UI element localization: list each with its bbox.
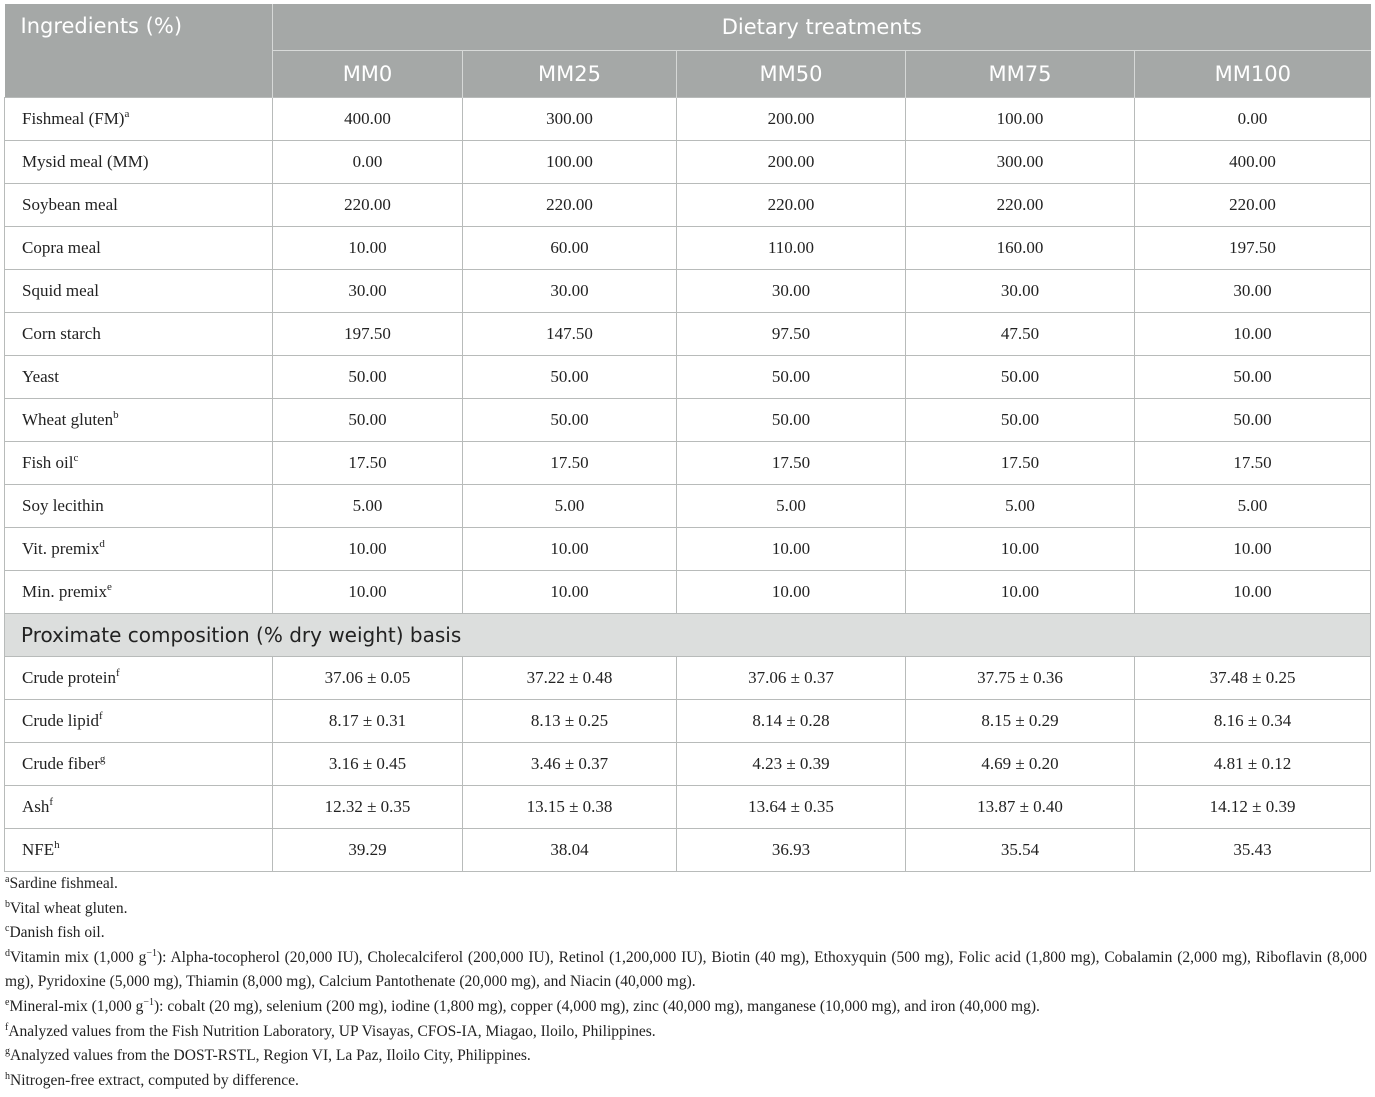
table-cell: 30.00 <box>463 270 677 313</box>
table-cell: 13.87 ± 0.40 <box>906 786 1135 829</box>
table-cell: 10.00 <box>273 571 463 614</box>
table-cell: 13.15 ± 0.38 <box>463 786 677 829</box>
table-cell: 8.16 ± 0.34 <box>1135 700 1371 743</box>
row-label: Fish oil$^c$ <box>5 442 273 485</box>
header-mm100: MM100 <box>1135 51 1371 98</box>
row-label: Soy lecithin <box>5 485 273 528</box>
table-cell: 60.00 <box>463 227 677 270</box>
row-label: Corn starch <box>5 313 273 356</box>
row-label: Fishmeal (FM)$^a$ <box>5 98 273 141</box>
table-cell: 147.50 <box>463 313 677 356</box>
row-label: Crude fiber$^g$ <box>5 743 273 786</box>
table-cell: 30.00 <box>273 270 463 313</box>
table-cell: 5.00 <box>273 485 463 528</box>
table-cell: 8.13 ± 0.25 <box>463 700 677 743</box>
table-cell: 17.50 <box>677 442 906 485</box>
table-cell: 50.00 <box>273 399 463 442</box>
table-cell: 10.00 <box>1135 571 1371 614</box>
table-cell: 50.00 <box>1135 356 1371 399</box>
table-cell: 17.50 <box>463 442 677 485</box>
header-mm75: MM75 <box>906 51 1135 98</box>
table-cell: 4.81 ± 0.12 <box>1135 743 1371 786</box>
table-cell: 50.00 <box>906 356 1135 399</box>
table-cell: 37.75 ± 0.36 <box>906 657 1135 700</box>
table-cell: 30.00 <box>677 270 906 313</box>
table-cell: 0.00 <box>1135 98 1371 141</box>
row-label: Crude protein$^f$ <box>5 657 273 700</box>
table-cell: 300.00 <box>463 98 677 141</box>
row-label: NFE$^h$ <box>5 829 273 872</box>
table-cell: 200.00 <box>677 98 906 141</box>
table-cell: 35.54 <box>906 829 1135 872</box>
header-ingredients: Ingredients (%) <box>5 4 273 98</box>
table-cell: 10.00 <box>906 571 1135 614</box>
table-cell: 8.17 ± 0.31 <box>273 700 463 743</box>
table-cell: 17.50 <box>1135 442 1371 485</box>
row-label: Crude lipid$^f$ <box>5 700 273 743</box>
table-cell: 17.50 <box>273 442 463 485</box>
table-cell: 10.00 <box>906 528 1135 571</box>
table-cell: 17.50 <box>906 442 1135 485</box>
table-cell: 197.50 <box>273 313 463 356</box>
table-cell: 4.23 ± 0.39 <box>677 743 906 786</box>
table-cell: 0.00 <box>273 141 463 184</box>
table-cell: 400.00 <box>1135 141 1371 184</box>
table-cell: 5.00 <box>677 485 906 528</box>
table-cell: 160.00 <box>906 227 1135 270</box>
table-cell: 300.00 <box>906 141 1135 184</box>
table-cell: 4.69 ± 0.20 <box>906 743 1135 786</box>
diet-table-container <box>4 4 1370 872</box>
table-cell: 5.00 <box>1135 485 1371 528</box>
table-row <box>5 485 1371 528</box>
table-row <box>5 313 1371 356</box>
row-label: Copra meal <box>5 227 273 270</box>
table-row <box>5 786 1371 829</box>
row-label: Wheat gluten$^b$ <box>5 399 273 442</box>
table-cell: 37.06 ± 0.37 <box>677 657 906 700</box>
table-cell: 220.00 <box>906 184 1135 227</box>
table-cell: 47.50 <box>906 313 1135 356</box>
header-mm50: MM50 <box>677 51 906 98</box>
footnote: $^h$Nitrogen-free extract, computed by difference. <box>5 1070 299 1089</box>
table-row <box>5 184 1371 227</box>
table-row <box>5 227 1371 270</box>
table-cell: 10.00 <box>1135 313 1371 356</box>
footnote: $^a$Sardine fishmeal. <box>5 874 118 892</box>
table-cell: 37.22 ± 0.48 <box>463 657 677 700</box>
table-cell: 50.00 <box>463 399 677 442</box>
table-row <box>5 571 1371 614</box>
table-cell: 220.00 <box>677 184 906 227</box>
table-cell: 12.32 ± 0.35 <box>273 786 463 829</box>
diet-composition-table <box>4 4 1371 872</box>
row-label: Vit. premix$^d$ <box>5 528 273 571</box>
table-cell: 97.50 <box>677 313 906 356</box>
table-footnotes <box>5 872 1367 1093</box>
table-cell: 50.00 <box>1135 399 1371 442</box>
header-mm0: MM0 <box>273 51 463 98</box>
table-cell: 8.15 ± 0.29 <box>906 700 1135 743</box>
table-cell: 14.12 ± 0.39 <box>1135 786 1371 829</box>
table-cell: 10.00 <box>273 227 463 270</box>
table-row <box>5 442 1371 485</box>
table-cell: 220.00 <box>1135 184 1371 227</box>
row-label: Yeast <box>5 356 273 399</box>
row-label: Mysid meal (MM) <box>5 141 273 184</box>
table-cell: 10.00 <box>677 571 906 614</box>
table-cell: 50.00 <box>273 356 463 399</box>
table-row <box>5 270 1371 313</box>
table-cell: 200.00 <box>677 141 906 184</box>
table-row <box>5 356 1371 399</box>
row-label: Soybean meal <box>5 184 273 227</box>
table-cell: 100.00 <box>463 141 677 184</box>
table-cell: 36.93 <box>677 829 906 872</box>
table-cell: 3.16 ± 0.45 <box>273 743 463 786</box>
header-dietary-treatments: Dietary treatments <box>273 4 1371 51</box>
table-cell: 110.00 <box>677 227 906 270</box>
table-cell: 38.04 <box>463 829 677 872</box>
table-cell: 5.00 <box>906 485 1135 528</box>
table-row <box>5 98 1371 141</box>
table-row <box>5 657 1371 700</box>
table-cell: 220.00 <box>273 184 463 227</box>
table-row <box>5 141 1371 184</box>
table-row <box>5 528 1371 571</box>
table-cell: 197.50 <box>1135 227 1371 270</box>
footnote: $^b$Vital wheat gluten. <box>5 898 128 917</box>
footnote: $^c$Danish fish oil. <box>5 923 105 942</box>
footnote: $^f$Analyzed values from the Fish Nutrition Laboratory, UP Visayas, CFOS-IA, Miagao, Iloilo, Philippines. <box>5 1021 656 1040</box>
table-cell: 3.46 ± 0.37 <box>463 743 677 786</box>
row-label: Squid meal <box>5 270 273 313</box>
table-cell: 35.43 <box>1135 829 1371 872</box>
table-cell: 8.14 ± 0.28 <box>677 700 906 743</box>
table-cell: 37.06 ± 0.05 <box>273 657 463 700</box>
table-cell: 50.00 <box>463 356 677 399</box>
footnote: $^d$Vitamin mix (1,000 $g^{-1}$): Alpha-tocopherol (20,000 IU), Cholecalciferol (200,000 IU), Retinol (1,200,000 IU), Biotin (40 mg), Ethoxyquin (500 mg), Folic acid (1,800 mg), Cobalamin (2,000 mg), Riboflavin (8,000 mg), Pyridoxine (5,000 mg), Thiamin (8,000 mg), Calcium Pantothenate (20,000 mg), and Niacin (40,000 mg). <box>5 947 1367 991</box>
footnote: $^e$Mineral-mix (1,000 $g^{-1}$): cobalt (20 mg), selenium (200 mg), iodine (1,800 mg), copper (4,000 mg), zinc (40,000 mg), manganese (10,000 mg), and iron (40,000 mg). <box>5 996 1040 1015</box>
row-label: Min. premix$^e$ <box>5 571 273 614</box>
table-cell: 10.00 <box>677 528 906 571</box>
table-cell: 10.00 <box>1135 528 1371 571</box>
footnote: $^g$Analyzed values from the DOST-RSTL, Region VI, La Paz, Iloilo City, Philippines. <box>5 1046 531 1065</box>
row-label: Ash$^f$ <box>5 786 273 829</box>
table-cell: 10.00 <box>463 528 677 571</box>
table-cell: 50.00 <box>906 399 1135 442</box>
section-title-proximate: Proximate composition (% dry weight) basis <box>5 614 1371 657</box>
table-cell: 220.00 <box>463 184 677 227</box>
table-cell: 13.64 ± 0.35 <box>677 786 906 829</box>
table-cell: 50.00 <box>677 399 906 442</box>
table-cell: 39.29 <box>273 829 463 872</box>
table-row <box>5 743 1371 786</box>
table-row <box>5 829 1371 872</box>
table-cell: 5.00 <box>463 485 677 528</box>
header-row-group <box>5 4 1371 51</box>
table-row <box>5 399 1371 442</box>
table-cell: 50.00 <box>677 356 906 399</box>
header-mm25: MM25 <box>463 51 677 98</box>
table-row <box>5 700 1371 743</box>
section-row <box>5 614 1371 657</box>
table-cell: 400.00 <box>273 98 463 141</box>
table-cell: 10.00 <box>273 528 463 571</box>
table-cell: 30.00 <box>906 270 1135 313</box>
table-cell: 37.48 ± 0.25 <box>1135 657 1371 700</box>
table-cell: 30.00 <box>1135 270 1371 313</box>
table-cell: 10.00 <box>463 571 677 614</box>
table-cell: 100.00 <box>906 98 1135 141</box>
